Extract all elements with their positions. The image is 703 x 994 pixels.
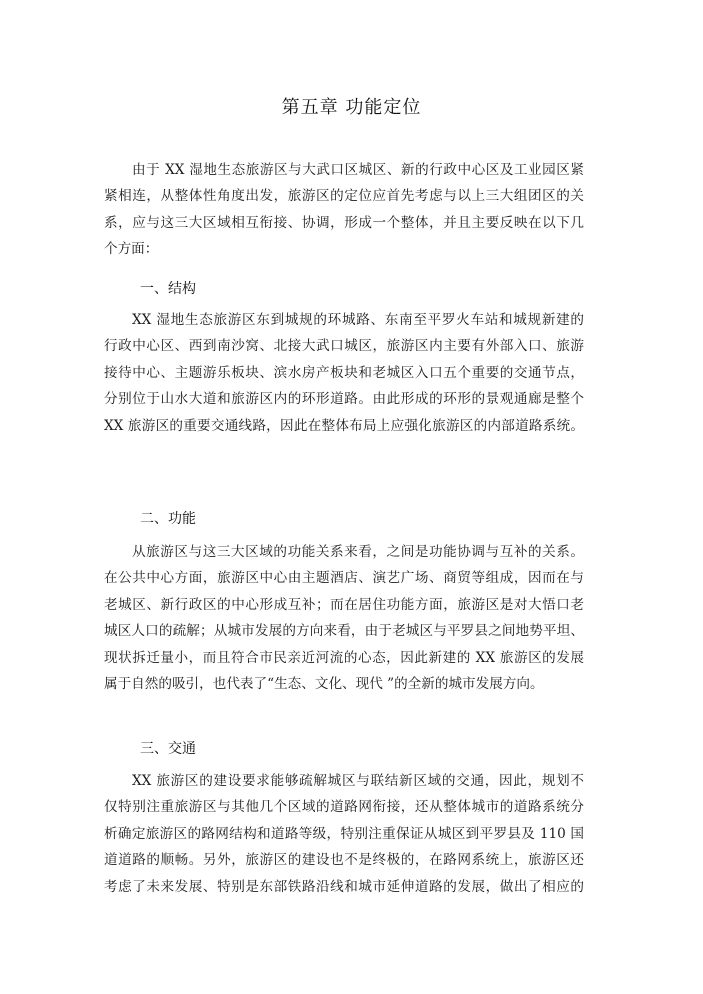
section-paragraph-function: [104, 539, 584, 697]
paragraph-line: 在公共中心方面，旅游区中心由主题酒店、演艺广场、商贸等组成，因而在与: [104, 570, 584, 587]
paragraph-line: 析确定旅游区的路网结构和道路等级，特别注重保证从城区到平罗县及 110 国: [104, 825, 584, 842]
paragraph-line: 现状拆迁量小，而且符合市民亲近河流的心态，因此新建的 XX 旅游区的发展: [104, 649, 584, 666]
chapter-title: 第五章 功能定位: [281, 97, 422, 118]
intro-paragraph: [104, 157, 584, 263]
paragraph-line: 从旅游区与这三大区域的功能关系来看，之间是功能协调与互补的关系。: [132, 544, 584, 560]
paragraph-line: 系，应与这三大区域相互衔接、协调，形成一个整体，并且主要反映在以下几: [104, 214, 584, 231]
paragraph-line: 城区人口的疏解；从城市发展的方向来看，由于老城区与平罗县之间地势平坦、: [104, 623, 584, 640]
paragraph-line: 道道路的顺畅。另外，旅游区的建设也不是终极的，在路网系统上，旅游区还: [104, 852, 584, 869]
paragraph-line: XX 旅游区的重要交通线路，因此在整体布局上应强化旅游区的内部道路系统。: [104, 417, 584, 434]
paragraph-line: 由于 XX 湿地生态旅游区与大武口区城区、新的行政中心区及工业园区紧: [132, 162, 584, 178]
paragraph-line: 考虑了未来发展、特别是东部铁路沿线和城市延伸道路的发展，做出了相应的: [104, 878, 584, 895]
paragraph-line: 紧相连，从整体性角度出发，旅游区的定位应首先考虑与以上三大组团区的关: [104, 188, 584, 205]
paragraph-line: 老城区、新行政区的中心形成互补；而在居住功能方面，旅游区是对大悟口老: [104, 596, 584, 613]
paragraph-line: 仅特别注重旅游区与其他几个区域的道路网衔接，还从整体城市的道路系统分: [104, 799, 584, 816]
paragraph-line: XX 旅游区的建设要求能够疏解城区与联结新区域的交通，因此，规划不: [132, 773, 584, 789]
section-heading-traffic: 三、交通: [140, 741, 196, 757]
paragraph-line: 行政中心区、西到南沙窝、北接大武口城区，旅游区内主要有外部入口、旅游: [104, 338, 584, 355]
section-heading-structure: 一、结构: [140, 281, 196, 297]
section-paragraph-structure: [104, 307, 584, 439]
paragraph-line: 接待中心、主题游乐板块、滨水房产板块和老城区入口五个重要的交通节点，: [104, 364, 584, 381]
section-paragraph-traffic: [104, 768, 584, 900]
paragraph-line: XX 湿地生态旅游区东到城规的环城路、东南至平罗火车站和城规新建的: [132, 312, 584, 328]
paragraph-line: 属于自然的吸引，也代表了“生态、文化、现代 ”的全新的城市发展方向。: [104, 676, 544, 693]
paragraph-line: 分别位于山水大道和旅游区内的环形道路。由此形成的环形的景观通廊是整个: [104, 391, 584, 408]
paragraph-line: 个方面：: [104, 241, 159, 258]
section-heading-function: 二、功能: [140, 511, 196, 527]
